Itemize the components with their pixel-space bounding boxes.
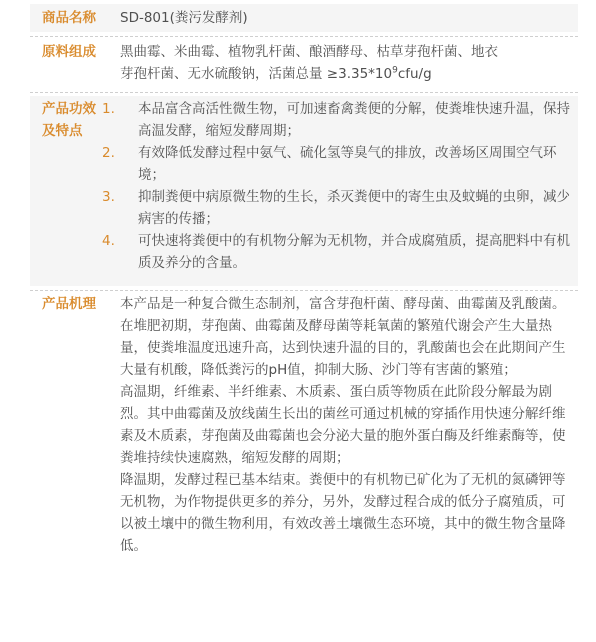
ingredients-line-2 — [120, 63, 578, 85]
feature-text: 可快速将粪便中的有机物分解为无机物，并合成腐殖质，提高肥料中有机质及养分的含量。 — [138, 233, 570, 271]
row-features — [30, 96, 578, 286]
feature-text: 抑制粪便中病原微生物的生长，杀灭粪便中的寄生虫及蚊蝇的虫卵，减少病害的传播； — [138, 189, 570, 227]
label-features-line-1: 产品功效 — [42, 101, 96, 117]
feature-item — [102, 230, 578, 274]
ingredients-count-text: 芽孢杆菌、无水硫酸钠，活菌总量 ≥3.35*10 — [120, 66, 393, 82]
ingredients-unit: cfu/g — [397, 66, 432, 82]
feature-text: 有效降低发酵过程中氨气、硫化氢等臭气的排放，改善场区周围空气环境； — [138, 145, 557, 183]
divider — [30, 92, 578, 93]
value-ingredients — [120, 41, 578, 85]
ingredients-line-1: 黑曲霉、米曲霉、植物乳杆菌、酿酒酵母、枯草芽孢杆菌、地衣 — [120, 44, 498, 60]
feature-item — [102, 142, 578, 186]
mechanism-paragraph: 在堆肥初期，芽孢菌、曲霉菌及酵母菌等耗氧菌的繁殖代谢会产生大量热量，使粪堆温度迅速升高，达到快速升温的目的，乳酸菌也会在此期间产生大量有机酸，降低粪污的pH值，抑制大肠、沙门等有害菌的繁殖； — [120, 318, 566, 378]
mechanism-text — [120, 293, 578, 557]
label-ingredients: 原料组成 — [42, 44, 96, 60]
mechanism-paragraph: 高温期，纤维素、半纤维素、木质素、蛋白质等物质在此阶段分解最为剧烈。其中曲霉菌及放线菌生长出的菌丝可通过机械的穿插作用快速分解纤维素及木质素，芽孢菌及曲霉菌也会分泌大量的胞外蛋白酶及纤维素酶等，使粪堆持续快速腐熟，缩短发酵的周期； — [120, 384, 566, 466]
feature-number: 1. — [102, 101, 115, 117]
label-mechanism: 产品机理 — [42, 296, 96, 312]
label-features-line-2: 及特点 — [42, 123, 83, 139]
feature-number: 2. — [102, 145, 115, 161]
mechanism-paragraph: 降温期，发酵过程已基本结束。粪便中的有机物已矿化为了无机的氮磷钾等无机物，为作物提供更多的养分，另外，发酵过程合成的低分子腐殖质，可以被土壤中的微生物利用，有效改善土壤微生态环境，其中的微生物含量降低。 — [120, 472, 566, 554]
value-product-name: SD-801(粪污发酵剂) — [120, 10, 248, 26]
feature-item — [102, 186, 578, 230]
feature-number: 4. — [102, 233, 115, 249]
feature-text: 本品富含高活性微生物，可加速畜禽粪便的分解，使粪堆快速升温，保持高温发酵，缩短发酵周期； — [138, 101, 570, 139]
row-ingredients — [30, 41, 578, 89]
row-product-name — [30, 4, 578, 32]
feature-number: 3. — [102, 189, 115, 205]
mechanism-paragraph: 本产品是一种复合微生态制剂，富含芽孢杆菌、酵母菌、曲霉菌及乳酸菌。 — [120, 296, 566, 312]
features-list — [102, 98, 578, 274]
row-mechanism — [30, 293, 578, 639]
divider — [30, 290, 578, 291]
label-product-name: 商品名称 — [42, 10, 96, 26]
feature-item — [102, 98, 578, 142]
divider — [30, 36, 578, 37]
ingredients-exponent: 9 — [392, 65, 398, 76]
